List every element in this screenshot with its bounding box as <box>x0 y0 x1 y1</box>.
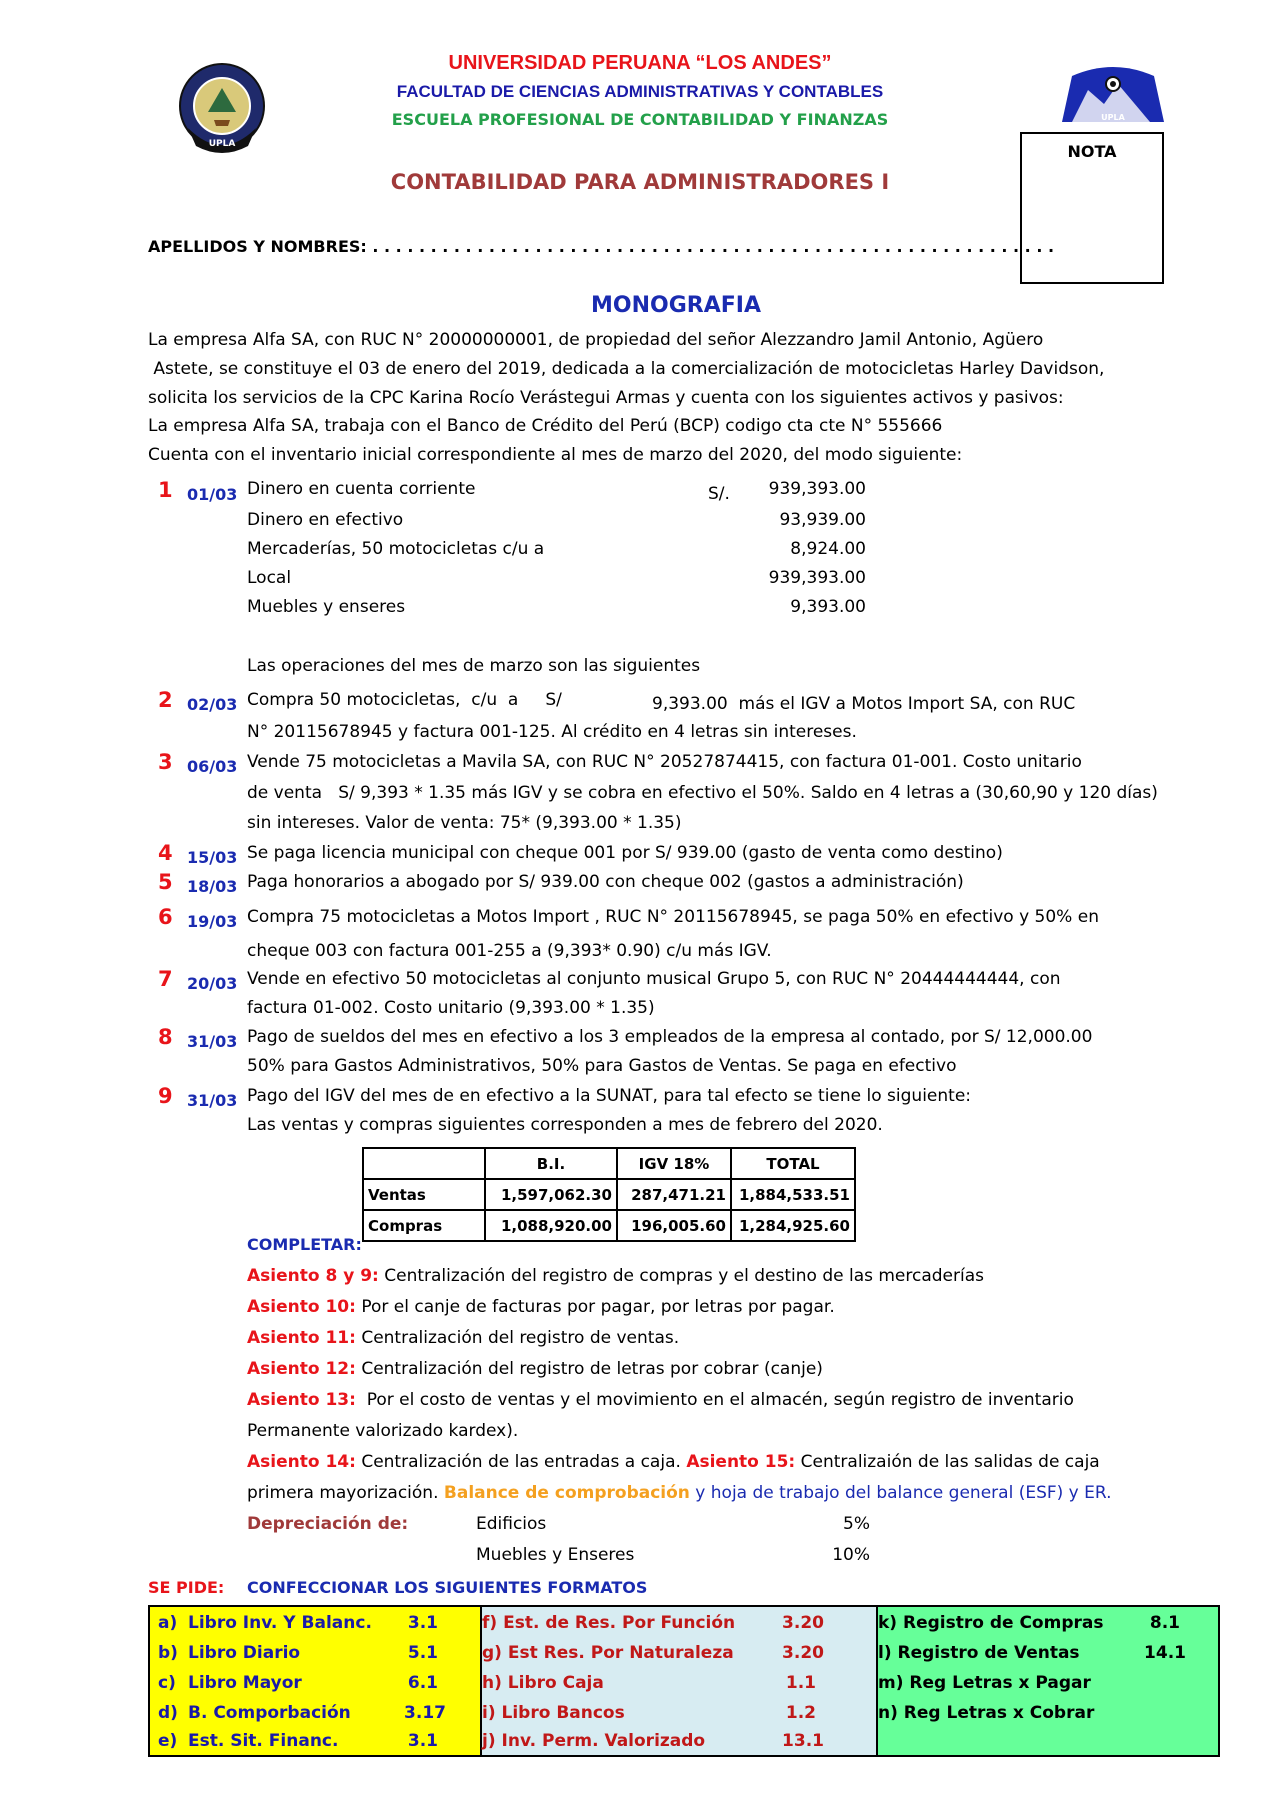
formats-column-registers <box>878 1607 1218 1755</box>
operation-text: Compra 75 motocicletas a Motos Import , RUC N° 20115678945, se paga 50% en efectivo y 50% en <box>247 907 1099 927</box>
row-label: Ventas <box>363 1179 485 1210</box>
asiento-text: Centralización del registro de letras por cobrar (canje) <box>355 1359 823 1379</box>
operation-text: 9,393.00 más el IGV a Motos Import SA, con RUC <box>652 694 1076 714</box>
operation-text: de venta S/ 9,393 * 1.35 más IGV y se cobra en efectivo el 50%. Saldo en 4 letras a (30,60,90 y 120 días) <box>247 783 1158 803</box>
asiento-label: Asiento 11: <box>247 1328 356 1348</box>
bi-cell: 1,597,062.30 <box>485 1179 617 1210</box>
asiento-text: Por el costo de ventas y el movimiento en el almacén, según registro de inventario <box>355 1390 1074 1410</box>
student-name-field: APELLIDOS Y NOMBRES: . . . . . . . . . . . . . . . . . . . . . . . . . . . . . . . . . . . . . . . . . . . . . . . . . . . . . . . . . . . <box>148 237 1055 256</box>
operation-text: Compra 50 motocicletas, c/u a S/ <box>247 690 562 710</box>
format-name: j) Inv. Perm. Valorizado <box>482 1731 706 1751</box>
operation-number: 4 <box>158 841 173 865</box>
table-row <box>363 1210 855 1241</box>
igv-table <box>362 1147 856 1242</box>
depreciacion-item: Edificios <box>476 1514 547 1534</box>
formats-column-books <box>150 1607 482 1755</box>
format-key: c) <box>158 1673 176 1693</box>
asiento-label: Asiento 10: <box>247 1297 356 1317</box>
format-code: 8.1 <box>1149 1613 1180 1633</box>
format-code: 1.1 <box>785 1673 816 1693</box>
asiento-text: Centralización del registro de ventas. <box>355 1328 680 1348</box>
format-name: k) Registro de Compras <box>878 1613 1104 1633</box>
format-key: e) <box>158 1731 178 1751</box>
format-name: Libro Inv. Y Balanc. <box>188 1613 372 1633</box>
format-code: 5.1 <box>407 1643 438 1663</box>
operation-date: 18/03 <box>187 877 238 896</box>
inventory-amount: 8,924.00 <box>790 539 866 559</box>
bi-cell: 1,088,920.00 <box>485 1210 617 1241</box>
format-code: 6.1 <box>407 1673 438 1693</box>
format-name: Est. Sit. Financ. <box>188 1731 339 1751</box>
depreciacion-rate: 10% <box>832 1545 870 1565</box>
faculty-name: FACULTAD DE CIENCIAS ADMINISTRATIVAS Y CONTABLES <box>396 82 884 101</box>
operation-text: Las ventas y compras siguientes corresponden a mes de febrero del 2020. <box>247 1115 883 1135</box>
operations-intro: Las operaciones del mes de marzo son las siguientes <box>247 656 701 676</box>
inventory-amount: 939,393.00 <box>768 479 866 499</box>
se-pide-text: CONFECCIONAR LOS SIGUIENTES FORMATOS <box>247 1578 648 1597</box>
format-name: l) Registro de Ventas <box>878 1643 1080 1663</box>
operation-date: 06/03 <box>187 757 238 776</box>
asiento-label: Asiento 15: <box>686 1452 796 1472</box>
row-label: Compras <box>363 1210 485 1241</box>
operation-date: 20/03 <box>187 974 238 993</box>
operation-text: Vende 75 motocicletas a Mavila SA, con RUC N° 20527874415, con factura 01-001. Costo unitario <box>247 752 1082 772</box>
operation-text: N° 20115678945 y factura 001-125. Al crédito en 4 letras sin intereses. <box>247 722 857 742</box>
format-code: 3.17 <box>404 1703 446 1723</box>
operation-text: Paga honorarios a abogado por S/ 939.00 con cheque 002 (gastos a administración) <box>247 872 964 892</box>
format-code: 13.1 <box>782 1731 824 1751</box>
format-code: 3.1 <box>407 1613 438 1633</box>
depreciacion-label: Depreciación de: <box>247 1514 409 1534</box>
mayorizacion-text: primera mayorización. <box>247 1483 444 1503</box>
intro-line: La empresa Alfa SA, con RUC N° 20000000001, de propiedad del señor Alezzandro Jamil Antonio, Agüero <box>148 330 1044 350</box>
operation-number: 6 <box>158 905 173 929</box>
format-code: 14.1 <box>1144 1643 1186 1663</box>
table-header-cell: B.I. <box>485 1148 617 1179</box>
total-cell: 1,884,533.51 <box>731 1179 855 1210</box>
format-key: b) <box>158 1643 178 1663</box>
currency-symbol: S/. <box>708 484 730 504</box>
inventory-amount: 939,393.00 <box>768 568 866 588</box>
depreciacion-item: Muebles y Enseres <box>476 1545 635 1565</box>
inventory-amount: 93,939.00 <box>779 510 866 530</box>
operation-text: Se paga licencia municipal con cheque 001 por S/ 939.00 (gasto de venta como destino) <box>247 843 1003 863</box>
seal-label: UPLA <box>208 139 236 149</box>
completar-label: COMPLETAR: <box>247 1235 362 1254</box>
intro-line: La empresa Alfa SA, trabaja con el Banco de Crédito del Perú (BCP) codigo cta cte N° 555666 <box>148 416 943 436</box>
balance-link: Balance de comprobación <box>443 1483 690 1503</box>
course-title: CONTABILIDAD PARA ADMINISTRADORES I <box>390 170 890 194</box>
operation-number: 7 <box>158 967 173 991</box>
operation-text: 50% para Gastos Administrativos, 50% para Gastos de Ventas. Se paga en efectivo <box>247 1056 957 1076</box>
asiento-label: Asiento 14: <box>247 1452 356 1472</box>
asiento-label: Asiento 8 y 9: <box>247 1266 379 1286</box>
table-row <box>363 1179 855 1210</box>
asiento-text: Centralizaión de las salidas de caja <box>795 1452 1100 1472</box>
operation-text: cheque 003 con factura 001-255 a (9,393* 0.90) c/u más IGV. <box>247 941 772 961</box>
asiento-line <box>247 1266 984 1286</box>
operation-text: factura 01-002. Costo unitario (9,393.00 * 1.35) <box>247 998 655 1018</box>
operation-date: 19/03 <box>187 912 238 931</box>
operation-number: 9 <box>158 1084 173 1108</box>
mayorizacion-line <box>247 1483 1112 1503</box>
operation-number: 3 <box>158 750 173 774</box>
inventory-label: Local <box>247 568 292 588</box>
format-name: Libro Diario <box>188 1643 301 1663</box>
format-name: h) Libro Caja <box>482 1673 604 1693</box>
operation-number: 8 <box>158 1025 173 1049</box>
format-code: 3.20 <box>782 1613 824 1633</box>
igv-cell: 287,471.21 <box>617 1179 731 1210</box>
formats-column-statements <box>482 1607 878 1755</box>
table-header-cell: IGV 18% <box>617 1148 731 1179</box>
format-name: g) Est Res. Por Naturaleza <box>482 1643 734 1663</box>
inventory-label: Dinero en cuenta corriente <box>247 479 476 499</box>
format-name: i) Libro Bancos <box>482 1703 625 1723</box>
format-code: 3.20 <box>782 1643 824 1663</box>
university-name: UNIVERSIDAD PERUANA “LOS ANDES” <box>448 52 832 74</box>
format-name: B. Comporbación <box>188 1703 351 1723</box>
total-cell: 1,284,925.60 <box>731 1210 855 1241</box>
inventory-label: Mercaderías, 50 motocicletas c/u a <box>247 539 545 559</box>
asiento-line <box>247 1390 1074 1410</box>
se-pide-label: SE PIDE: <box>148 1578 225 1597</box>
inventory-label: Muebles y enseres <box>247 597 406 617</box>
table-header-row <box>363 1148 855 1179</box>
intro-line: solicita los servicios de la CPC Karina Rocío Verástegui Armas y cuenta con los siguientes activos y pasivos: <box>148 388 1064 408</box>
asiento-line <box>247 1297 835 1317</box>
asiento-line <box>247 1359 823 1379</box>
school-name: ESCUELA PROFESIONAL DE CONTABILIDAD Y FINANZAS <box>391 110 889 129</box>
table-header-cell: TOTAL <box>731 1148 855 1179</box>
connector-text: y <box>689 1483 711 1503</box>
monograph-title: MONOGRAFIA <box>591 293 761 318</box>
format-name: Libro Mayor <box>188 1673 302 1693</box>
asiento-line <box>247 1328 679 1348</box>
operation-number: 1 <box>158 478 173 502</box>
operation-date: 15/03 <box>187 848 238 867</box>
asiento-label: Asiento 12: <box>247 1359 356 1379</box>
asiento-text: Por el canje de facturas por pagar, por letras por pagar. <box>355 1297 835 1317</box>
operation-text: Pago del IGV del mes de en efectivo a la SUNAT, para tal efecto se tiene lo siguiente: <box>247 1086 972 1106</box>
asiento-text: Permanente valorizado kardex). <box>247 1421 519 1441</box>
format-name: f) Est. de Res. Por Función <box>482 1613 736 1633</box>
operation-number: 2 <box>158 688 173 712</box>
format-code: 3.1 <box>407 1731 438 1751</box>
nota-box: NOTA <box>1020 132 1164 284</box>
operation-text: Pago de sueldos del mes en efectivo a los 3 empleados de la empresa al contado, por S/ 12,000.00 <box>247 1027 1093 1047</box>
operation-date: 01/03 <box>187 485 238 504</box>
format-key: a) <box>158 1613 178 1633</box>
hoja-trabajo-text: hoja de trabajo del balance general (ESF) y ER. <box>710 1483 1112 1503</box>
operation-number: 5 <box>158 870 173 894</box>
inventory-label: Dinero en efectivo <box>247 510 404 530</box>
faculty-logo-label: UPLA <box>1101 113 1125 122</box>
intro-line: Cuenta con el inventario inicial correspondiente al mes de marzo del 2020, del modo siguiente: <box>148 445 963 465</box>
depreciacion-rate: 5% <box>843 1514 870 1534</box>
intro-line: Astete, se constituye el 03 de enero del 2019, dedicada a la comercialización de motocicletas Harley Davidson, <box>148 359 1105 379</box>
format-code: 1.2 <box>785 1703 816 1723</box>
format-name: m) Reg Letras x Pagar <box>878 1673 1091 1693</box>
format-key: d) <box>158 1703 178 1723</box>
asiento-label: Asiento 13: <box>247 1390 356 1410</box>
table-header-cell <box>363 1148 485 1179</box>
operation-text: Vende en efectivo 50 motocicletas al conjunto musical Grupo 5, con RUC N° 20444444444, con <box>247 969 1061 989</box>
inventory-amount: 9,393.00 <box>790 597 866 617</box>
igv-cell: 196,005.60 <box>617 1210 731 1241</box>
asiento-text: Centralización del registro de compras y el destino de las mercaderías <box>378 1266 985 1286</box>
operation-date: 31/03 <box>187 1032 238 1051</box>
operation-text: sin intereses. Valor de venta: 75* (9,393.00 * 1.35) <box>247 813 682 833</box>
asiento-line <box>247 1452 1100 1472</box>
asiento-text: Centralización de las entradas a caja. <box>355 1452 687 1472</box>
operation-date: 02/03 <box>187 695 238 714</box>
format-name: n) Reg Letras x Cobrar <box>878 1703 1095 1723</box>
operation-date: 31/03 <box>187 1091 238 1110</box>
formats-table <box>148 1605 1220 1757</box>
